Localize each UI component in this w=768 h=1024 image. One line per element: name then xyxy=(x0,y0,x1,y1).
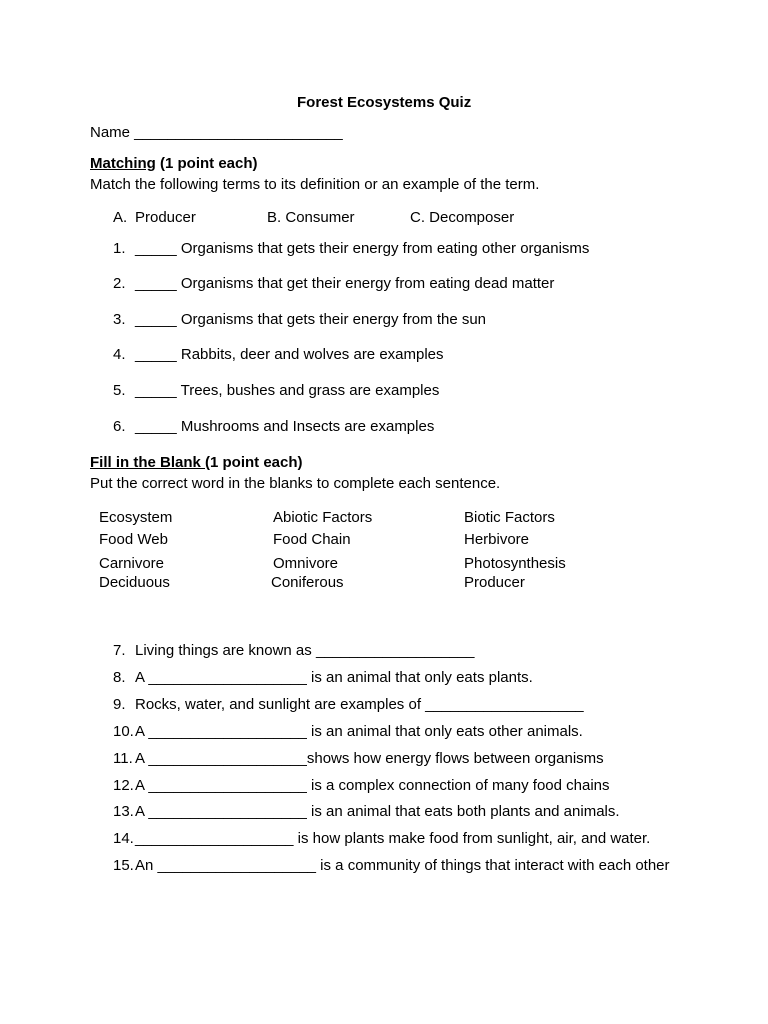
fill-item-11[interactable] xyxy=(113,750,604,768)
item-text: _____ Rabbits, deer and wolves are examples xyxy=(135,346,444,363)
item-number: 9. xyxy=(113,696,126,713)
fill-item-10[interactable] xyxy=(113,723,583,741)
matching-heading-label: Matching xyxy=(90,155,156,172)
word-bank-term: Food Web xyxy=(99,531,168,548)
word-bank-term: Biotic Factors xyxy=(464,509,555,526)
word-bank-term: Abiotic Factors xyxy=(273,509,373,526)
item-text: Living things are known as ___________________ xyxy=(135,642,475,659)
option-text: Producer xyxy=(135,209,196,226)
item-number: 4. xyxy=(113,346,126,363)
item-number: 12. xyxy=(113,777,134,794)
word-bank-term: Producer xyxy=(464,574,525,591)
item-text: ___________________ is how plants make food from sunlight, air, and water. xyxy=(135,830,651,847)
item-number: 15. xyxy=(113,857,134,874)
item-text: A ___________________ is an animal that only eats plants. xyxy=(135,669,533,686)
word-bank-term: Deciduous xyxy=(99,574,170,591)
option-a xyxy=(113,209,196,227)
item-number: 13. xyxy=(113,803,134,820)
fill-heading xyxy=(90,454,303,472)
matching-item-6[interactable] xyxy=(113,418,434,436)
option-letter: B. xyxy=(267,209,282,226)
matching-item-1[interactable] xyxy=(113,240,589,258)
item-number: 3. xyxy=(113,311,126,328)
matching-points: (1 point each) xyxy=(155,155,258,172)
option-letter: A. xyxy=(113,209,128,226)
fill-item-14[interactable] xyxy=(113,830,650,848)
matching-item-3[interactable] xyxy=(113,311,486,329)
option-text: Consumer xyxy=(285,209,355,226)
word-bank-term: Coniferous xyxy=(271,574,344,591)
item-text: An ___________________ is a community of things that interact with each other xyxy=(135,857,670,874)
item-text: _____ Trees, bushes and grass are examples xyxy=(135,382,440,399)
item-text: _____ Mushrooms and Insects are examples xyxy=(135,418,435,435)
word-bank-term: Omnivore xyxy=(273,555,339,572)
item-text: _____ Organisms that get their energy from eating dead matter xyxy=(135,275,555,292)
page-title: Forest Ecosystems Quiz xyxy=(297,94,472,111)
fill-points: (1 point each) xyxy=(205,454,303,471)
fill-item-13[interactable] xyxy=(113,803,620,821)
item-text: A ___________________ is a complex connection of many food chains xyxy=(135,777,610,794)
option-b xyxy=(267,209,355,227)
item-number: 2. xyxy=(113,275,126,292)
option-c xyxy=(410,209,514,227)
word-bank-term: Food Chain xyxy=(273,531,351,548)
fill-instruction: Put the correct word in the blanks to complete each sentence. xyxy=(90,475,501,492)
fill-item-8[interactable] xyxy=(113,669,533,687)
word-bank-term: Photosynthesis xyxy=(464,555,566,572)
item-text: A ___________________ is an animal that eats both plants and animals. xyxy=(135,803,620,820)
word-bank-term: Ecosystem xyxy=(99,509,173,526)
item-text: A ___________________shows how energy flows between organisms xyxy=(135,750,604,767)
fill-heading-label: Fill in the Blank xyxy=(90,454,206,471)
word-bank-term: Carnivore xyxy=(99,555,165,572)
fill-item-9[interactable] xyxy=(113,696,584,714)
option-text: Decomposer xyxy=(429,209,515,226)
matching-instruction: Match the following terms to its definition or an example of the term. xyxy=(90,176,540,193)
item-number: 8. xyxy=(113,669,126,686)
matching-heading xyxy=(90,155,258,173)
item-number: 6. xyxy=(113,418,126,435)
matching-item-2[interactable] xyxy=(113,275,554,293)
item-number: 7. xyxy=(113,642,126,659)
item-number: 11. xyxy=(113,750,133,767)
item-text: Rocks, water, and sunlight are examples of ___________________ xyxy=(135,696,584,713)
item-number: 5. xyxy=(113,382,126,399)
item-text: _____ Organisms that gets their energy from eating other organisms xyxy=(135,240,590,257)
item-text: _____ Organisms that gets their energy from the sun xyxy=(135,311,487,328)
item-number: 1. xyxy=(113,240,126,257)
word-bank-term: Herbivore xyxy=(464,531,530,548)
fill-item-7[interactable] xyxy=(113,642,474,660)
item-number: 10. xyxy=(113,723,134,740)
matching-item-5[interactable] xyxy=(113,382,439,400)
item-text: A ___________________ is an animal that only eats other animals. xyxy=(135,723,583,740)
name-line[interactable]: Name _________________________ xyxy=(90,124,343,141)
option-letter: C. xyxy=(410,209,425,226)
fill-item-12[interactable] xyxy=(113,777,610,795)
fill-item-15[interactable] xyxy=(113,857,670,875)
item-number: 14. xyxy=(113,830,134,847)
matching-item-4[interactable] xyxy=(113,346,444,364)
